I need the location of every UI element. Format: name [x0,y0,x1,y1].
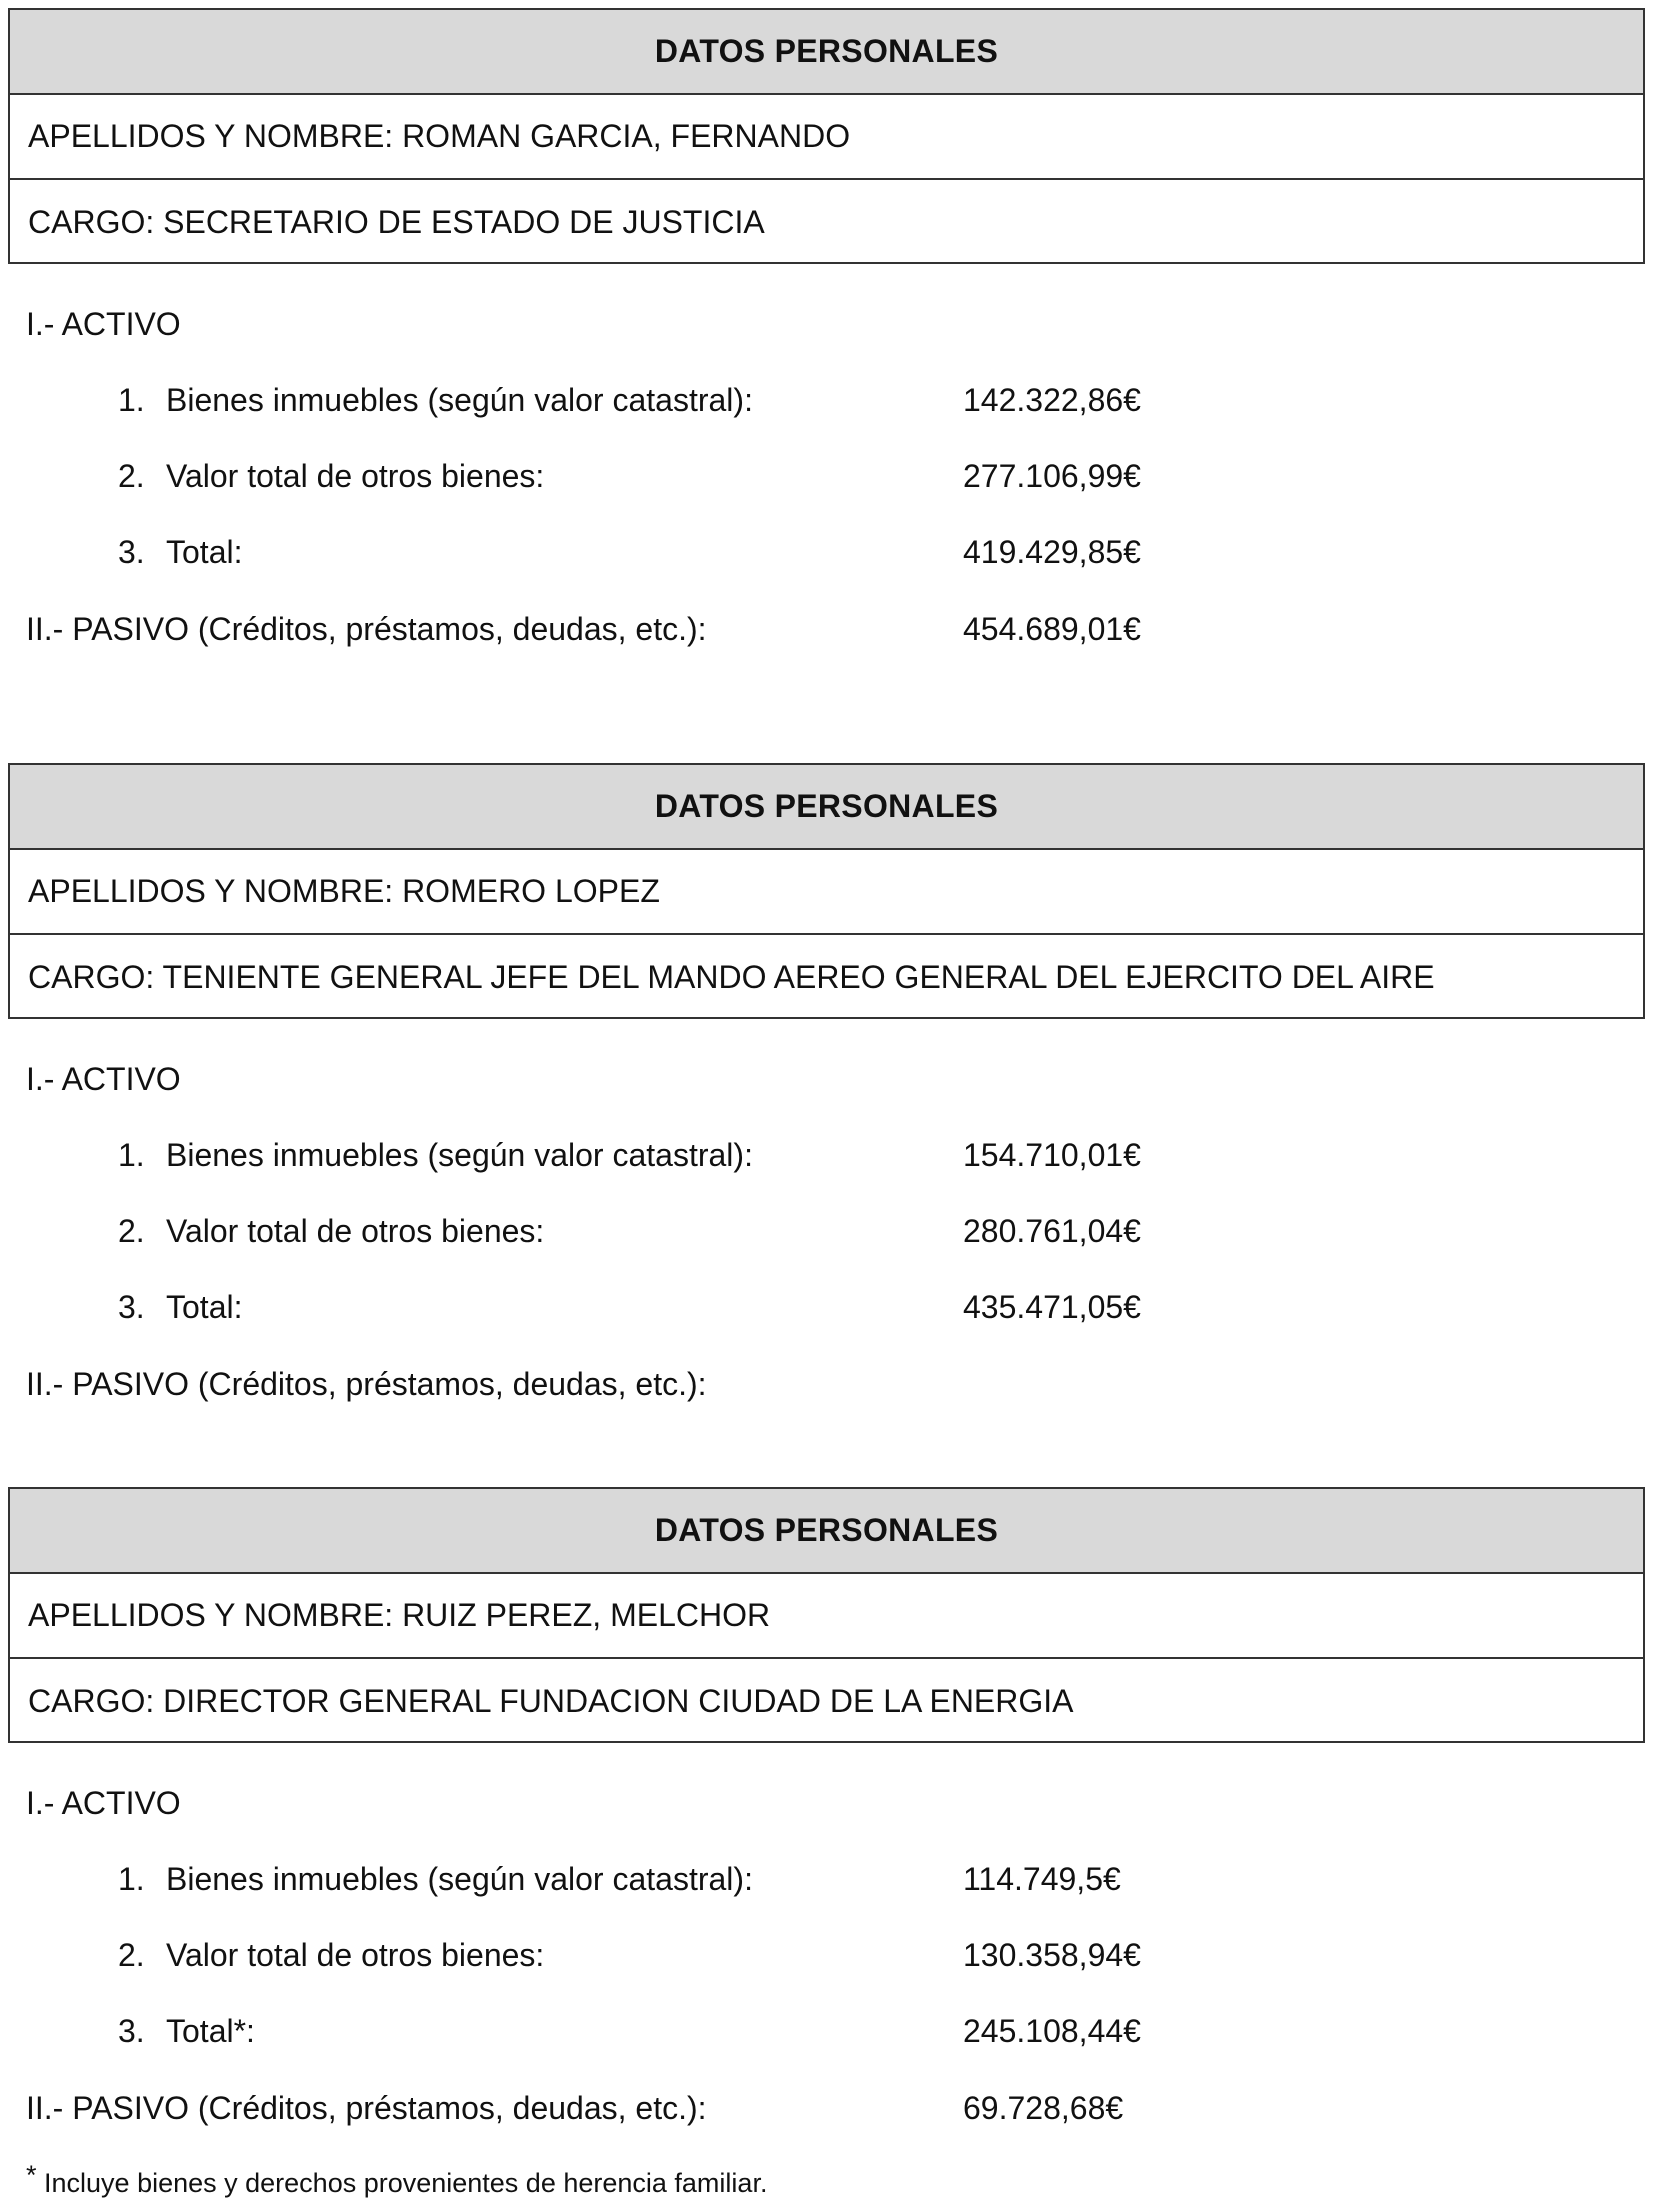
cargo-field: CARGO: TENIENTE GENERAL JEFE DEL MANDO AEREO GENERAL DEL EJERCITO DEL AIRE [28,959,1435,995]
datos-personales-box [8,1487,1645,1743]
item-number: 2. [118,458,145,494]
pasivo-value: 69.728,68€ [963,2090,1124,2126]
footnote-marker: * [26,2160,37,2190]
item-value: 245.108,44€ [963,2013,1141,2049]
item-value: 130.358,94€ [963,1937,1141,1973]
activo-heading: I.- ACTIVO [26,306,181,342]
name-field: APELLIDOS Y NOMBRE: ROMERO LOPEZ [10,850,1643,935]
item-number: 1. [118,1861,145,1897]
pasivo-heading: II.- PASIVO (Créditos, préstamos, deudas, etc.): [26,2090,707,2126]
item-value: 435.471,05€ [963,1289,1141,1325]
item-label: Bienes inmuebles (según valor catastral): [166,1137,753,1173]
item-label: Valor total de otros bienes: [166,458,545,494]
item-label: Valor total de otros bienes: [166,1937,545,1973]
item-number: 3. [118,534,145,570]
pasivo-heading: II.- PASIVO (Créditos, préstamos, deudas, etc.): [26,611,707,647]
name-field: APELLIDOS Y NOMBRE: ROMAN GARCIA, FERNANDO [10,95,1643,180]
item-number: 1. [118,1137,145,1173]
item-number: 2. [118,1937,145,1973]
item-value: 419.429,85€ [963,534,1141,570]
item-label: Bienes inmuebles (según valor catastral): [166,1861,753,1897]
item-value: 280.761,04€ [963,1213,1141,1249]
item-value: 142.322,86€ [963,382,1141,418]
section-header: DATOS PERSONALES [10,1489,1643,1574]
item-number: 2. [118,1213,145,1249]
item-label: Total*: [166,2013,255,2049]
item-value: 277.106,99€ [963,458,1141,494]
pasivo-value: 454.689,01€ [963,611,1141,647]
item-label: Total: [166,1289,243,1325]
cargo-field: CARGO: DIRECTOR GENERAL FUNDACION CIUDAD DE LA ENERGIA [28,1683,1074,1719]
item-number: 3. [118,1289,145,1325]
item-value: 114.749,5€ [963,1861,1121,1897]
cargo-field: CARGO: SECRETARIO DE ESTADO DE JUSTICIA [28,204,765,240]
activo-heading: I.- ACTIVO [26,1061,181,1097]
section-header: DATOS PERSONALES [10,765,1643,850]
name-field: APELLIDOS Y NOMBRE: RUIZ PEREZ, MELCHOR [10,1574,1643,1659]
datos-personales-box [8,763,1645,1019]
section-header: DATOS PERSONALES [10,10,1643,95]
footnote [26,2160,768,2199]
item-label: Valor total de otros bienes: [166,1213,545,1249]
activo-heading: I.- ACTIVO [26,1785,181,1821]
item-label: Bienes inmuebles (según valor catastral): [166,382,753,418]
item-label: Total: [166,534,243,570]
item-number: 3. [118,2013,145,2049]
footnote-text: Incluye bienes y derechos provenientes de herencia familiar. [36,2168,768,2198]
datos-personales-box [8,8,1645,264]
item-value: 154.710,01€ [963,1137,1141,1173]
pasivo-heading: II.- PASIVO (Créditos, préstamos, deudas, etc.): [26,1366,707,1402]
item-number: 1. [118,382,145,418]
